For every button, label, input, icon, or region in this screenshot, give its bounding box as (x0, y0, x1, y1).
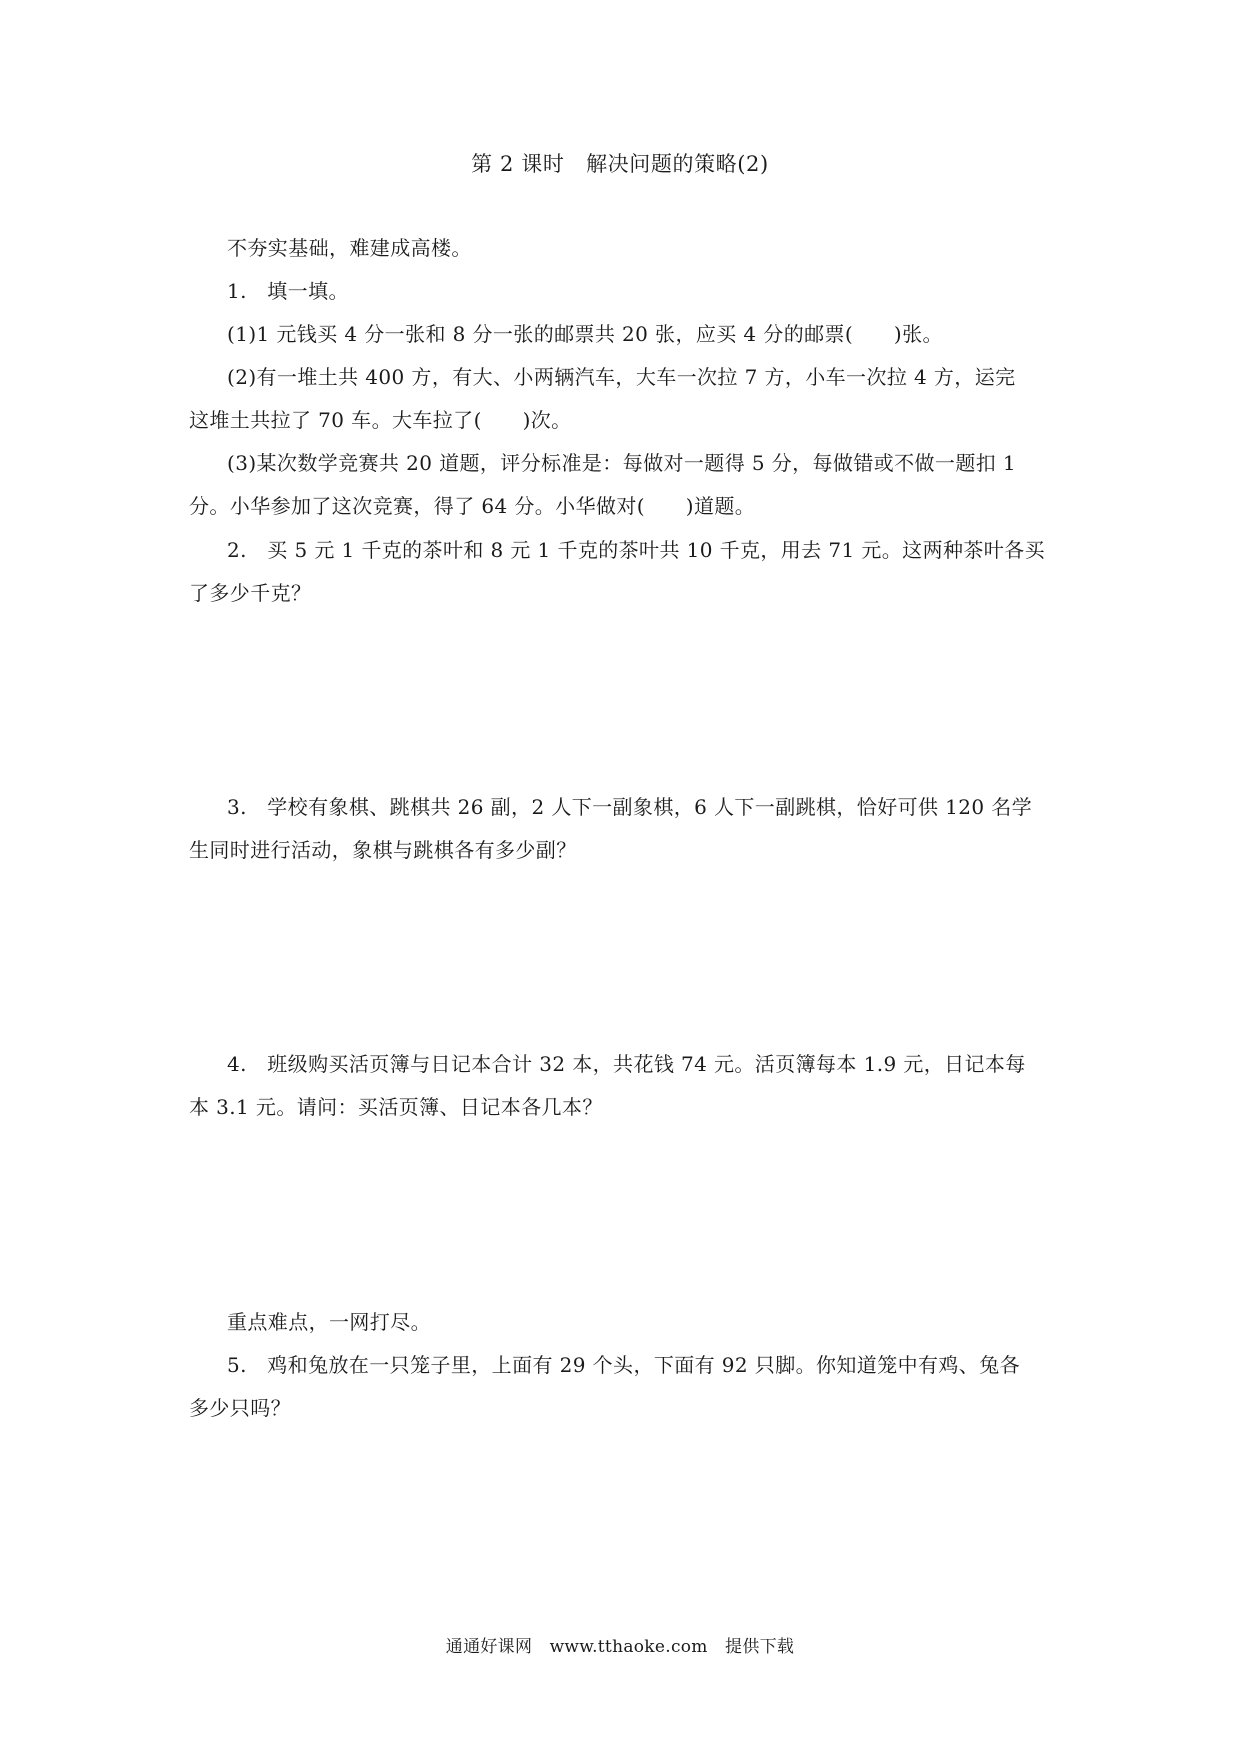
question-1-part-2-line-1: (2)有一堆土共 400 方，有大、小两辆汽车，大车一次拉 7 方，小车一次拉 4 方，运完 (227, 365, 1016, 389)
page-footer: 通通好课网 www.tthaoke.com 提供下载 (445, 1637, 795, 1657)
question-3-line-2: 生同时进行活动，象棋与跳棋各有多少副？ (189, 838, 577, 862)
question-2-line-2: 了多少千克？ (189, 581, 312, 605)
question-1-label: 1. 填一填。 (227, 279, 349, 303)
question-1-part-3-line-2: 分。小华参加了这次竞赛，得了 64 分。小华做对( )道题。 (189, 494, 756, 518)
page-title: 第 2 课时 解决问题的策略(2) (471, 152, 769, 176)
section-heading-basics: 不夯实基础，难建成高楼。 (227, 236, 472, 260)
question-4-line-2: 本 3.1 元。请问：买活页簿、日记本各几本？ (189, 1095, 603, 1119)
question-5-line-2: 多少只吗？ (189, 1396, 291, 1420)
question-3-line-1: 3. 学校有象棋、跳棋共 26 副，2 人下一副象棋，6 人下一副跳棋，恰好可供 120 名学 (227, 795, 1033, 819)
question-1-part-3-line-1: (3)某次数学竞赛共 20 道题，评分标准是：每做对一题得 5 分，每做错或不做一题扣 1 (227, 451, 1017, 475)
question-5-line-1: 5. 鸡和兔放在一只笼子里，上面有 29 个头，下面有 92 只脚。你知道笼中有鸡、兔各 (227, 1353, 1021, 1377)
question-2-line-1: 2. 买 5 元 1 千克的茶叶和 8 元 1 千克的茶叶共 10 千克，用去 71 元。这两种茶叶各买 (227, 538, 1045, 562)
question-1-part-2-line-2: 这堆土共拉了 70 车。大车拉了( )次。 (189, 408, 572, 432)
question-4-line-1: 4. 班级购买活页簿与日记本合计 32 本，共花钱 74 元。活页簿每本 1.9 元，日记本每 (227, 1052, 1026, 1076)
section-heading-key-points: 重点难点，一网打尽。 (227, 1310, 431, 1334)
question-1-part-1: (1)1 元钱买 4 分一张和 8 分一张的邮票共 20 张，应买 4 分的邮票( )张。 (227, 322, 943, 346)
